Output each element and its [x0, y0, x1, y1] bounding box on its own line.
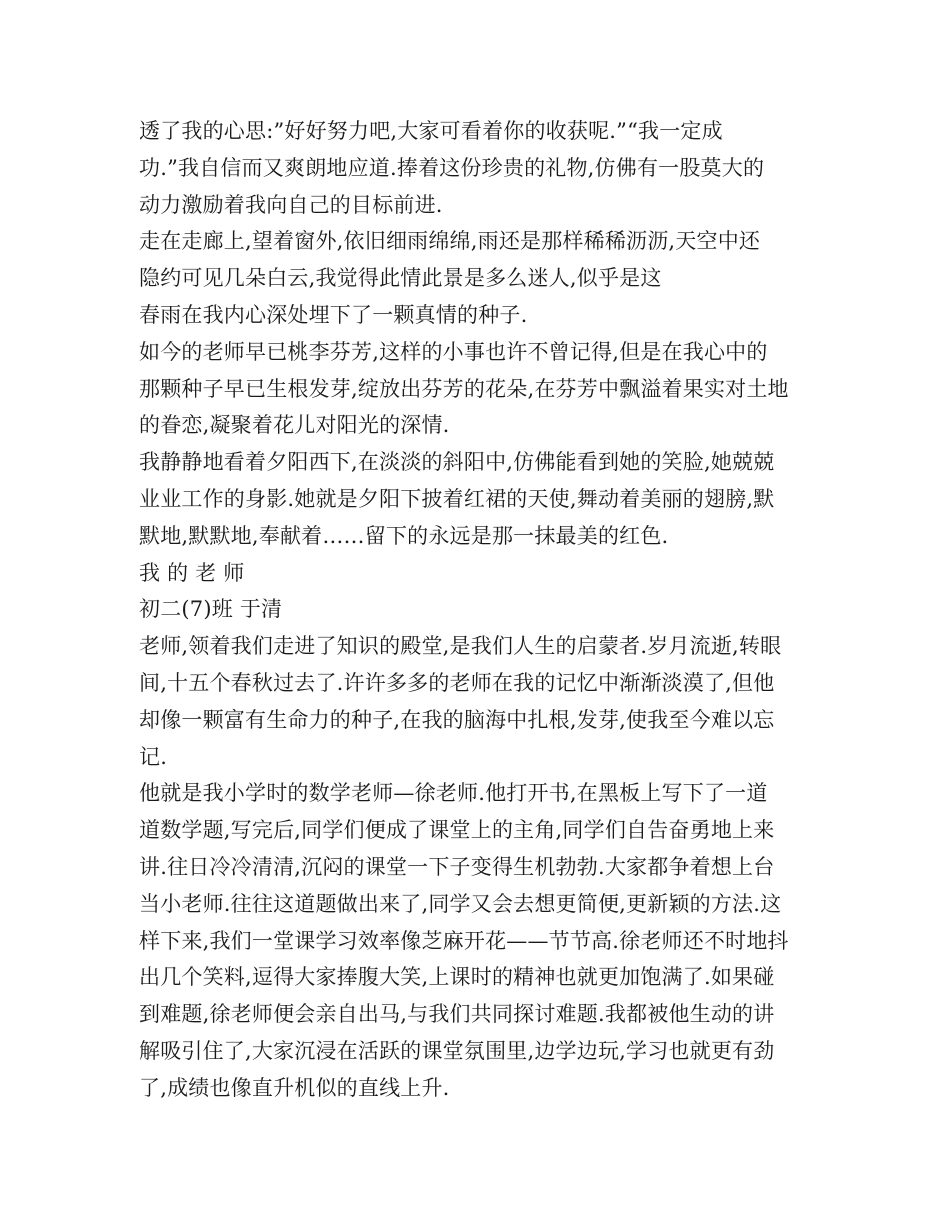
- text-line: 春雨在我内心深处埋下了一颗真情的种子.: [139, 302, 528, 327]
- text-line: 出几个笑料,逗得大家捧腹大笑,上课时的精神也就更加饱满了.如果碰: [139, 965, 775, 990]
- text-line: 样下来,我们一堂课学习效率像芝麻开花——节节高.徐老师还不时地抖: [139, 928, 789, 953]
- text-line: 透了我的心思:”好好努力吧,大家可看着你的收获呢.”“我一定成: [139, 119, 723, 143]
- text-line: 隐约可见几朵白云,我觉得此情此景是多么迷人,似乎是这: [139, 266, 662, 291]
- text-line: 走在走廊上,望着窗外,依旧细雨绵绵,雨还是那样稀稀沥沥,天空中还: [139, 229, 761, 254]
- text-line: 了,成绩也像直升机似的直线上升.: [139, 1075, 450, 1100]
- text-line: 的眷恋,凝聚着花儿对阳光的深情.: [139, 413, 450, 438]
- text-line: 那颗种子早已生根发芽,绽放出芬芳的花朵,在芬芳中飘溢着果实对土地: [139, 376, 789, 401]
- text-line: 道数学题,写完后,同学们便成了课堂上的主角,同学们自告奋勇地上来: [139, 818, 775, 843]
- text-line: 当小老师.往往这道题做出来了,同学又会去想更简便,更新颖的方法.这: [139, 891, 782, 916]
- text-line: 解吸引住了,大家沉浸在活跃的课堂氛围里,边学边玩,学习也就更有劲: [139, 1038, 775, 1063]
- text-line: 如今的老师早已桃李芬芳,这样的小事也许不曾记得,但是在我心中的: [139, 339, 768, 364]
- text-line: 动力激励着我向自己的目标前进.: [139, 192, 443, 217]
- text-line: 我静静地看着夕阳西下,在淡淡的斜阳中,仿佛能看到她的笑脸,她兢兢: [139, 450, 775, 475]
- text-line: 老师,领着我们走进了知识的殿堂,是我们人生的启蒙者.岁月流逝,转眼: [139, 634, 782, 659]
- text-line: 功.”我自信而又爽朗地应道.捧着这份珍贵的礼物,仿佛有一股莫大的: [139, 155, 765, 180]
- text-line: 业业工作的身影.她就是夕阳下披着红裙的天使,舞动着美丽的翅膀,默: [139, 486, 775, 511]
- essay-title: 我 的 老 师: [139, 560, 245, 585]
- text-line: 讲.往日冷冷清清,沉闷的课堂一下子变得生机勃勃.大家都争着想上台: [139, 854, 775, 879]
- text-line: 记.: [139, 744, 168, 769]
- text-line: 却像一颗富有生命力的种子,在我的脑海中扎根,发芽,使我至今难以忘: [139, 707, 775, 732]
- author-line: 初二(7)班 于清: [139, 597, 283, 622]
- text-line: 间,十五个春秋过去了.许许多多的老师在我的记忆中渐渐淡漠了,但他: [139, 670, 775, 695]
- document-body: [139, 113, 819, 1107]
- text-line: 到难题,徐老师便会亲自出马,与我们共同探讨难题.我都被他生动的讲: [139, 1002, 775, 1027]
- text-line: 默地,默默地,奉献着……留下的永远是那一抹最美的红色.: [139, 523, 669, 548]
- text-line: 他就是我小学时的数学老师—徐老师.他打开书,在黑板上写下了一道: [139, 781, 768, 806]
